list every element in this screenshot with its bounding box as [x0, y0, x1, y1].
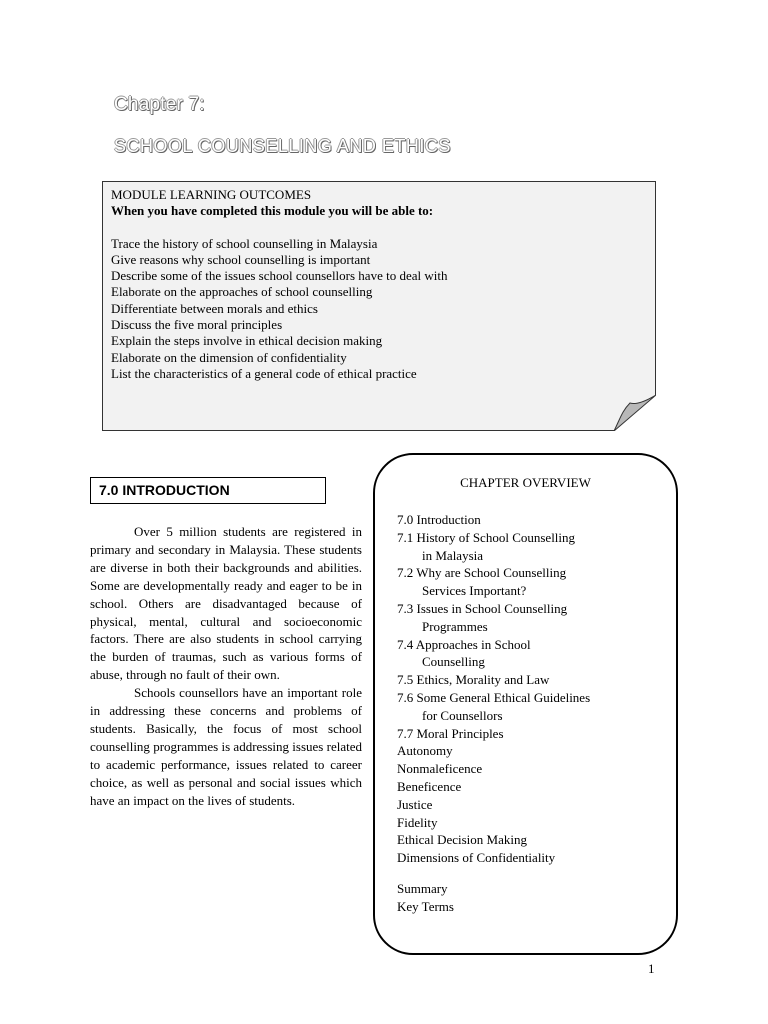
outcome-item: Elaborate on the dimension of confidentiality	[111, 349, 347, 365]
outcome-item: Elaborate on the approaches of school counselling	[111, 284, 373, 300]
outcomes-heading: MODULE LEARNING OUTCOMES	[111, 187, 312, 202]
overview-item: Fidelity	[397, 814, 438, 830]
overview-list	[397, 511, 590, 867]
learning-outcomes-box	[102, 181, 656, 431]
overview-item: 7.0 Introduction	[397, 512, 481, 527]
overview-item: Justice	[397, 796, 433, 812]
overview-item: Beneficence	[397, 778, 462, 794]
overview-item: Summary	[397, 881, 448, 896]
chapter-overview-box	[373, 453, 678, 955]
overview-item: 7.6 Some General Ethical Guidelines	[397, 689, 591, 705]
overview-item: Counselling	[422, 654, 485, 670]
page-curl-icon	[584, 395, 656, 431]
outcome-item: Describe some of the issues school counsellors have to deal with	[111, 268, 448, 284]
overview-item: Programmes	[422, 618, 488, 634]
overview-item: in Malaysia	[422, 547, 484, 563]
intro-paragraph: Over 5 million students are registered in primary and secondary in Malaysia. These students are diverse in both their backgrounds and abilities. Some are developmentally ready and eager to be in school. Others are disadvantaged because of physical, mental, cultural and socioeconomic factors. There are also students in school carrying the burden of traumas, such as various forms of abuse, through no fault of their own.	[90, 524, 362, 683]
outcome-item: Discuss the five moral principles	[111, 317, 283, 333]
overview-item: for Counsellors	[422, 707, 503, 723]
overview-item: 7.7 Moral Principles	[397, 725, 504, 741]
introduction-body	[90, 523, 362, 871]
overview-extra-list	[397, 880, 454, 916]
outcome-item: Differentiate between morals and ethics	[111, 300, 318, 316]
page-number: 1	[648, 961, 655, 976]
outcome-item: Give reasons why school counselling is important	[111, 251, 371, 267]
outcomes-list	[111, 236, 447, 383]
overview-item: 7.5 Ethics, Morality and Law	[397, 672, 550, 688]
overview-item: 7.1 History of School Counselling	[397, 529, 576, 545]
overview-item: 7.4 Approaches in School	[397, 636, 531, 652]
outcome-item: Trace the history of school counselling in Malaysia	[111, 235, 378, 251]
overview-item: 7.2 Why are School Counselling	[397, 565, 567, 581]
outcomes-subheading: When you have completed this module you will be able to:	[111, 203, 434, 219]
overview-item: 7.3 Issues in School Counselling	[397, 600, 568, 616]
overview-title: CHAPTER OVERVIEW	[460, 475, 591, 490]
outcome-item: Explain the steps involve in ethical decision making	[111, 333, 383, 349]
chapter-label: Chapter 7:	[114, 94, 205, 115]
overview-item: Ethical Decision Making	[397, 832, 527, 848]
overview-item: Autonomy	[397, 743, 453, 759]
introduction-heading: 7.0 INTRODUCTION	[90, 477, 326, 504]
overview-item: Services Important?	[422, 583, 527, 599]
overview-item: Key Terms	[397, 898, 454, 914]
outcome-item: List the characteristics of a general code of ethical practice	[111, 365, 417, 381]
overview-item: Nonmaleficence	[397, 761, 483, 777]
intro-paragraph: Schools counsellors have an important role in addressing these concerns and problems of students. Basically, the focus of most school counselling programmes is addressing issues related to academic performance, issues related to career choice, as well as personal and social issues which have an impact on the lives of students.	[90, 685, 362, 808]
overview-item: Dimensions of Confidentiality	[397, 850, 556, 866]
chapter-title: SCHOOL COUNSELLING AND ETHICS	[114, 136, 451, 156]
